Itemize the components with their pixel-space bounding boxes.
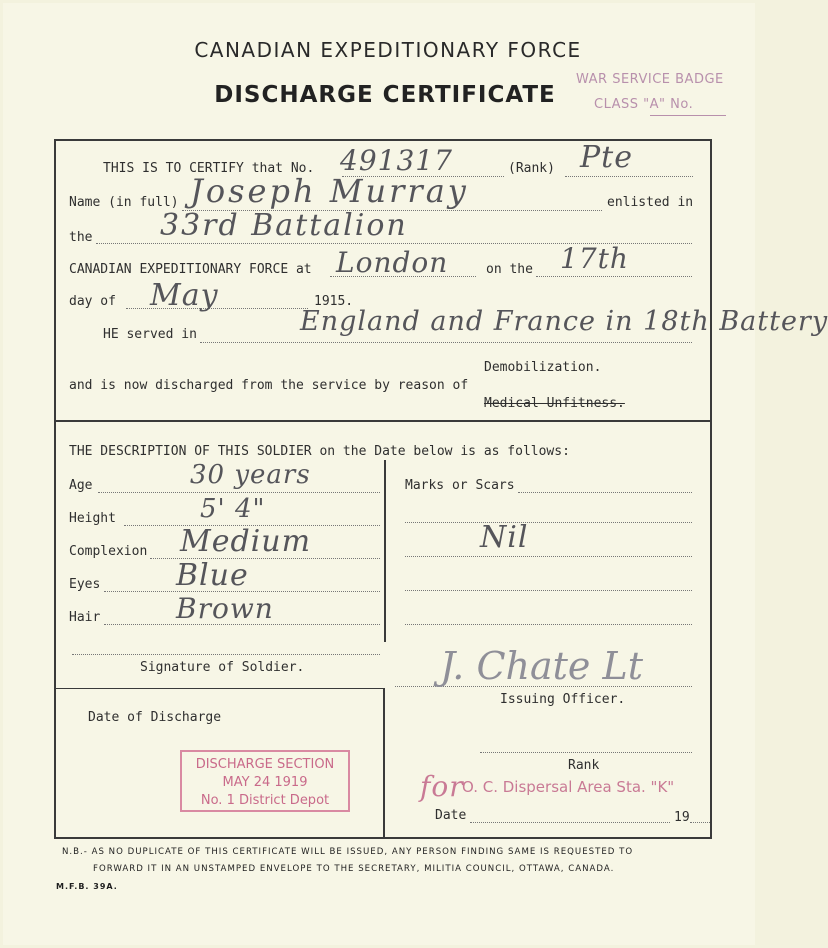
- nb-line-2: FORWARD IT IN AN UNSTAMPED ENVELOPE TO THE SECRETARY, MILITIA COUNCIL, OTTAWA, CANADA.: [93, 864, 615, 874]
- date2-line: [470, 822, 670, 823]
- complexion-value: Medium: [180, 524, 312, 559]
- title-line-2: DISCHARGE CERTIFICATE: [214, 82, 556, 108]
- service-number: 491317: [340, 144, 453, 177]
- discharge-date-label: Date of Discharge: [88, 710, 222, 725]
- year-suffix: 19: [674, 810, 690, 825]
- date2-label: Date: [435, 808, 467, 823]
- discharge-box-top: [56, 688, 384, 689]
- rank-label: (Rank): [508, 161, 555, 176]
- day-of-label: day of: [69, 294, 116, 309]
- reason-printed: Demobilization.: [484, 360, 602, 375]
- rank-line: [565, 176, 693, 177]
- height-label: Height: [69, 511, 116, 526]
- stamp-section-title: DISCHARGE SECTION: [195, 757, 335, 772]
- for-annotation: for: [420, 770, 464, 803]
- soldier-signature-line: [72, 654, 380, 655]
- age-value: 30 years: [190, 460, 311, 490]
- name-label: Name (in full): [69, 195, 179, 210]
- served-line: [200, 342, 692, 343]
- enlistment-day: 17th: [560, 242, 629, 275]
- day-line: [536, 276, 692, 277]
- discharge-section-stamp: [180, 750, 350, 812]
- bottom-rank-label: Rank: [568, 758, 600, 773]
- form-number: M.F.B. 39A.: [56, 882, 118, 891]
- badge-stamp-line-1: WAR SERVICE BADGE: [576, 72, 724, 87]
- description-heading: THE DESCRIPTION OF THIS SOLDIER on the Date below is as follows:: [69, 444, 570, 459]
- marks-line-5: [405, 624, 692, 625]
- unit-value: 33rd Battalion: [160, 208, 408, 243]
- marks-line-2: [405, 522, 692, 523]
- nb-line-1: N.B.- AS NO DUPLICATE OF THIS CERTIFICATE WILL BE ISSUED, ANY PERSON FINDING SAME IS REQUESTED TO: [62, 847, 634, 857]
- hair-label: Hair: [69, 610, 101, 625]
- enlistment-place: London: [336, 246, 449, 279]
- officer-signature: J. Chate Lt: [440, 644, 643, 688]
- enlistment-year: 1915.: [314, 294, 354, 309]
- served-label: HE served in: [103, 327, 197, 342]
- badge-number-line: [650, 115, 726, 116]
- cef-label: CANADIAN EXPEDITIONARY FORCE at: [69, 262, 312, 277]
- reason-label: and is now discharged from the service by reason of: [69, 378, 469, 393]
- dispersal-stamp: O. C. Dispersal Area Sta. "K": [462, 778, 675, 796]
- badge-stamp-line-2: CLASS "A" No.: [594, 97, 694, 112]
- marks-line-1: [518, 492, 692, 493]
- stamp-depot: No. 1 District Depot: [200, 793, 330, 808]
- marks-line-4: [405, 590, 692, 591]
- reason-struck: Medical Unfitness.: [484, 396, 625, 411]
- issuing-officer-label: Issuing Officer.: [500, 692, 626, 707]
- enlistment-month: May: [150, 278, 219, 313]
- section-divider: [54, 420, 712, 422]
- war-service-badge-stamp: [576, 72, 724, 112]
- enlisted-label: enlisted in: [607, 195, 694, 210]
- complexion-label: Complexion: [69, 544, 148, 559]
- rank-sign-line: [480, 752, 692, 753]
- served-value: England and France in 18th Battery: [300, 306, 828, 337]
- the-label: the: [69, 230, 93, 245]
- certify-intro: THIS IS TO CERTIFY that No.: [103, 161, 315, 176]
- marks-value: Nil: [480, 520, 529, 555]
- age-line: [98, 492, 380, 493]
- height-value: 5' 4": [200, 494, 266, 524]
- eyes-label: Eyes: [69, 577, 101, 592]
- marks-line-3: [405, 556, 692, 557]
- marks-label: Marks or Scars: [405, 478, 515, 493]
- discharge-box-right: [383, 688, 385, 838]
- age-label: Age: [69, 478, 93, 493]
- soldier-signature-label: Signature of Soldier.: [140, 660, 305, 675]
- rank-value: Pte: [580, 140, 633, 175]
- eyes-value: Blue: [176, 558, 249, 593]
- stamp-date: MAY 24 1919: [222, 775, 308, 790]
- title-line-1: CANADIAN EXPEDITIONARY FORCE: [194, 38, 582, 62]
- year-line: [690, 822, 710, 823]
- soldier-name: Joseph Murray: [190, 172, 469, 210]
- on-the-label: on the: [486, 262, 533, 277]
- frame-right-border: [710, 139, 712, 839]
- hair-value: Brown: [176, 592, 274, 625]
- column-divider: [384, 460, 386, 642]
- frame-left-border: [54, 139, 56, 839]
